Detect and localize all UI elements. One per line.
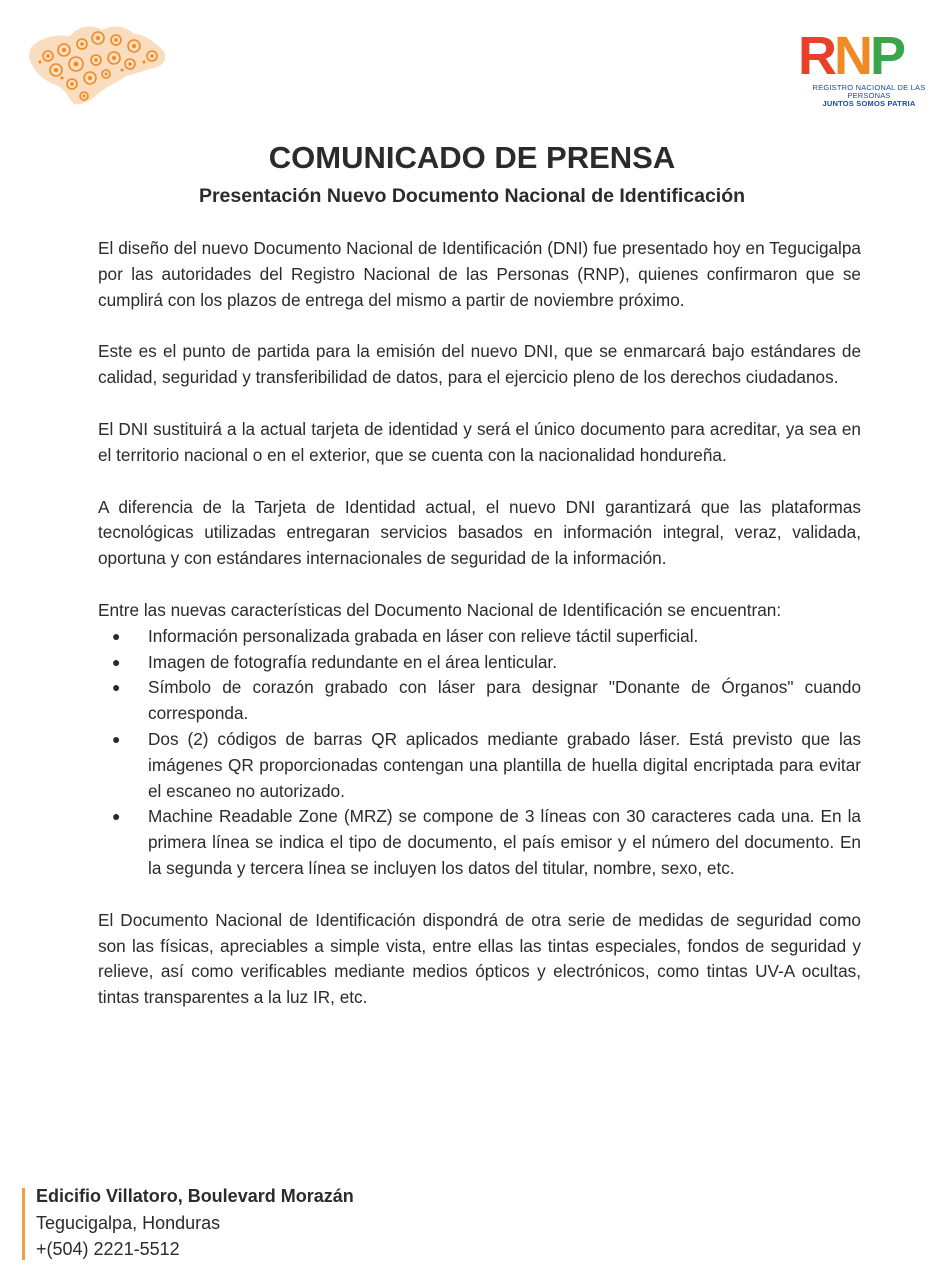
honduras-map-logo-icon — [26, 16, 172, 112]
list-item — [98, 804, 861, 881]
list-item-text: Machine Readable Zone (MRZ) se compone de 3 líneas con 30 caracteres cada una. En la primera línea se indica el tipo de documento, el país emisor y el número del documento. En la segunda y tercera línea se incluyen los datos del titular, nombre, sexo, etc. — [148, 806, 861, 878]
footer-accent-bar — [22, 1188, 25, 1260]
list-item-text: Símbolo de corazón grabado con láser para designar "Donante de Órganos" cuando corresponda. — [148, 677, 861, 724]
address-line-1: Edicifio Villatoro, Boulevard Morazán — [36, 1186, 354, 1206]
list-item-text: Información personalizada grabada en láser con relieve táctil superficial. — [148, 625, 699, 646]
list-item-text: Dos (2) códigos de barras QR aplicados mediante grabado láser. Está previsto que las imágenes QR proporcionadas contengan una plantilla de huella digital encriptada para evitar el escaneo no autorizado. — [148, 728, 861, 801]
bullet-icon: ● — [112, 730, 121, 747]
rnp-logo-letters — [798, 26, 903, 86]
page-title: COMUNICADO DE PRENSA — [268, 140, 676, 175]
rnp-logo — [798, 26, 940, 108]
bullet-icon: ● — [112, 653, 121, 670]
footer-address — [22, 1186, 422, 1264]
list-item — [98, 727, 861, 804]
bullet-icon: ● — [112, 627, 121, 644]
paragraph-4: A diferencia de la Tarjeta de Identidad actual, el nuevo DNI garantizará que las plataformas tecnológicas utilizadas entregaran servicios basados en información integral, veraz, validada, oportuna y con estándares internacionales de seguridad de la información. — [98, 496, 861, 569]
bullet-icon: ● — [112, 679, 121, 696]
document-body — [98, 236, 861, 1037]
paragraph-2: Este es el punto de partida para la emisión del nuevo DNI, que se enmarcará bajo estándares de calidad, seguridad y transferibilidad de datos, para el ejercicio pleno de los derechos ciudadanos. — [98, 341, 861, 388]
list-intro: Entre las nuevas características del Documento Nacional de Identificación se encuentran: — [98, 599, 782, 620]
rnp-letter-p: P — [870, 26, 904, 86]
paragraph-3: El DNI sustituirá a la actual tarjeta de identidad y será el único documento para acreditar, ya sea en el territorio nacional o en el exterior, que se cuenta con la nacionalidad hondureña. — [98, 418, 861, 465]
list-item-text: Imagen de fotografía redundante en el área lenticular. — [148, 651, 557, 672]
rnp-tagline-2: JUNTOS SOMOS PATRIA — [822, 99, 916, 108]
rnp-logo-tagline — [800, 84, 938, 108]
list-item — [98, 675, 861, 727]
rnp-letter-r: R — [798, 26, 834, 86]
list-item — [98, 624, 861, 650]
phone-number: +(504) 2221-5512 — [36, 1239, 180, 1259]
rnp-tagline-1: REGISTRO NACIONAL DE LAS PERSONAS — [812, 83, 926, 100]
address-line-2: Tegucigalpa, Honduras — [36, 1213, 221, 1233]
rnp-letter-n: N — [834, 26, 870, 86]
closing-paragraph: El Documento Nacional de Identificación dispondrá de otra serie de medidas de seguridad como son las físicas, apreciables a simple vista, entre ellas las tintas especiales, fondos de seguridad y relieve, así como verificables mediante medios ópticos y electrónicos, como tintas UV-A ocultas, tintas transparentes a la luz IR, etc. — [98, 909, 861, 1008]
features-list — [98, 624, 861, 882]
list-item — [98, 650, 861, 676]
paragraph-1: El diseño del nuevo Documento Nacional de Identificación (DNI) fue presentado hoy en Tegucigalpa por las autoridades del Registro Nacional de las Personas (RNP), quienes confirmaron que se cumplirá con los plazos de entrega del mismo a partir de noviembre próximo. — [98, 238, 861, 310]
bullet-icon: ● — [112, 808, 121, 825]
page-subtitle: Presentación Nuevo Documento Nacional de Identificación — [198, 185, 746, 207]
